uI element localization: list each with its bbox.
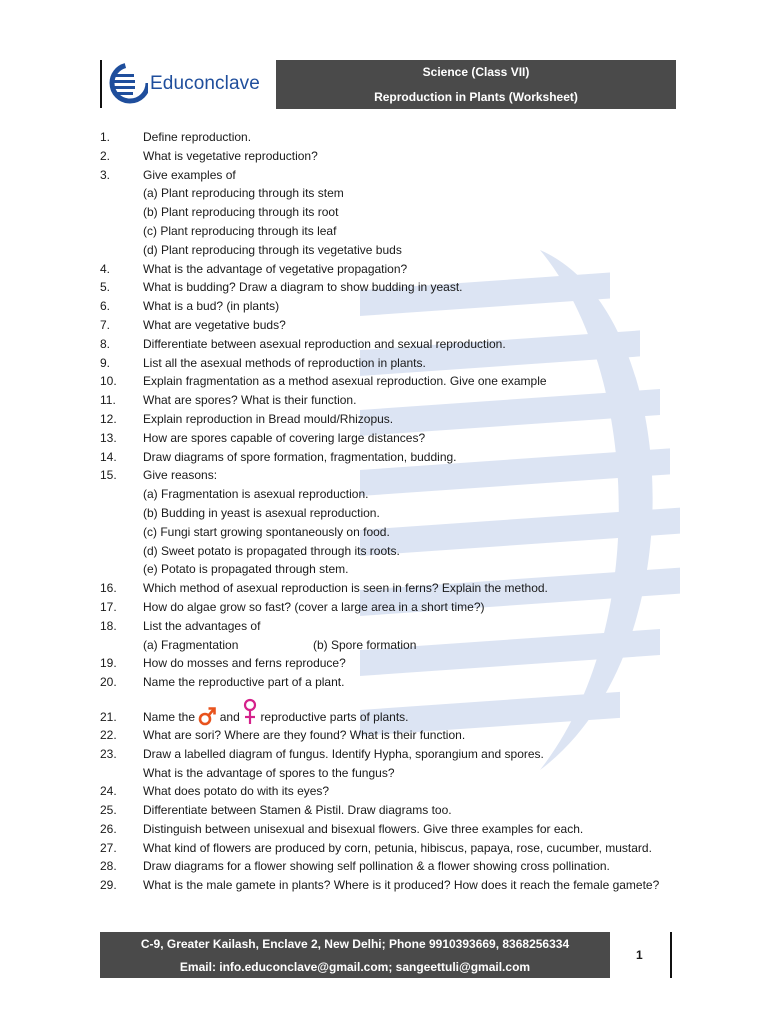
q-text: What is a bud? (in plants) xyxy=(143,299,280,314)
q-text: Define reproduction. xyxy=(143,130,252,144)
question-18 xyxy=(100,617,680,636)
question-29 xyxy=(100,876,680,895)
question-2 xyxy=(100,147,680,166)
q-number: 18. xyxy=(100,618,117,633)
q-text: (b) Budding in yeast is asexual reproduction. xyxy=(143,505,380,520)
q-number: 5. xyxy=(100,280,111,295)
q-number xyxy=(100,241,143,260)
q-text: Draw diagrams of spore formation, fragmentation, budding. xyxy=(143,449,457,464)
q-number: 20. xyxy=(100,675,117,690)
q-text: What is the advantage of spores to the fungus? xyxy=(143,765,395,780)
question-25 xyxy=(100,801,680,820)
q-text: (e) Potato is propagated through stem. xyxy=(143,562,349,577)
q-text: What is vegetative reproduction? xyxy=(143,148,318,163)
q-text-secondary: (b) Spore formation xyxy=(313,637,417,652)
question-14 xyxy=(100,448,680,467)
q-number: 11. xyxy=(100,393,116,408)
q-text: What is the advantage of vegetative propagation? xyxy=(143,261,408,276)
footer-contact-box xyxy=(100,932,610,978)
q-number: 23. xyxy=(100,746,117,761)
footer-divider xyxy=(670,932,672,978)
q-text: (c) Fungi start growing spontaneously on food. xyxy=(143,524,390,539)
question-3a xyxy=(100,184,680,203)
question-20 xyxy=(100,673,680,692)
question-19 xyxy=(100,654,680,673)
q-number xyxy=(100,504,143,523)
q-number: 14. xyxy=(100,449,117,464)
q-number xyxy=(100,485,143,504)
q-number: 17. xyxy=(100,599,117,614)
question-17 xyxy=(100,598,680,617)
q-text: Differentiate between asexual reproduction and sexual reproduction. xyxy=(143,336,506,351)
q-text: (c) Plant reproducing through its leaf xyxy=(143,223,337,238)
question-9 xyxy=(100,354,680,373)
q-number xyxy=(100,203,143,222)
q-text: Explain fragmentation as a method asexual reproduction. Give one example xyxy=(143,374,547,389)
question-13 xyxy=(100,429,680,448)
question-10 xyxy=(100,372,680,391)
q-text: What is the male gamete in plants? Where is it produced? How does it reach the female gamete? xyxy=(143,878,660,893)
q-number: 2. xyxy=(100,148,111,163)
page-number: 1 xyxy=(636,948,643,962)
q-number: 22. xyxy=(100,727,117,742)
q-number: 29. xyxy=(100,878,117,893)
q-number: 8. xyxy=(100,336,111,351)
question-8 xyxy=(100,335,680,354)
brand-name: Educonclave xyxy=(150,73,260,94)
q-text: How are spores capable of covering large distances? xyxy=(143,430,426,445)
q-text: Differentiate between Stamen & Pistil. Draw diagrams too. xyxy=(143,803,452,818)
question-4 xyxy=(100,260,680,279)
question-15a xyxy=(100,485,680,504)
question-15c xyxy=(100,523,680,542)
q-number: 15. xyxy=(100,468,117,483)
question-16 xyxy=(100,579,680,598)
q-number: 26. xyxy=(100,821,117,836)
q-text: List all the asexual methods of reproduction in plants. xyxy=(143,355,426,370)
q-number xyxy=(100,636,143,655)
q-text: Name the reproductive part of a plant. xyxy=(143,675,345,690)
q-number: 21. xyxy=(100,709,117,724)
footer-address: C-9, Greater Kailash, Enclave 2, New Delhi; Phone 9910393669, 8368256334 xyxy=(140,936,570,951)
header-divider xyxy=(100,60,102,108)
educonclave-logo-icon xyxy=(108,62,148,104)
question-26 xyxy=(100,820,680,839)
question-3b xyxy=(100,203,680,222)
q-number: 1. xyxy=(100,130,111,144)
q-text: Give examples of xyxy=(143,167,236,182)
q-number: 19. xyxy=(100,656,117,671)
q-text: Draw diagrams for a flower showing self pollination & a flower showing cross pollination. xyxy=(143,859,610,874)
q-text-connector: and xyxy=(219,709,240,724)
question-15 xyxy=(100,466,680,485)
question-21 xyxy=(100,692,680,726)
q-text: Distinguish between unisexual and bisexual flowers. Give three examples for each. xyxy=(143,821,584,836)
q-number: 4. xyxy=(100,261,111,276)
q-text: Give reasons: xyxy=(143,468,218,483)
question-27 xyxy=(100,839,680,858)
q-number: 13. xyxy=(100,430,117,445)
q-number: 28. xyxy=(100,859,117,874)
q-number: 6. xyxy=(100,299,111,314)
question-3c xyxy=(100,222,680,241)
question-list xyxy=(100,128,680,895)
question-11 xyxy=(100,391,680,410)
q-number: 12. xyxy=(100,411,117,426)
q-number: 3. xyxy=(100,167,111,182)
q-text: (d) Sweet potato is propagated through its roots. xyxy=(143,543,400,558)
question-1 xyxy=(100,128,680,147)
q-text: What are vegetative buds? xyxy=(143,317,286,332)
question-22 xyxy=(100,726,680,745)
worksheet-title: Reproduction in Plants (Worksheet) xyxy=(374,89,578,104)
q-number: 16. xyxy=(100,581,117,596)
q-text: (a) Fragmentation xyxy=(143,637,239,652)
question-15e xyxy=(100,560,680,579)
q-number: 10. xyxy=(100,374,117,389)
q-number xyxy=(100,560,143,579)
question-28 xyxy=(100,857,680,876)
question-23 xyxy=(100,745,680,764)
q-number xyxy=(100,542,143,561)
question-15b xyxy=(100,504,680,523)
q-number xyxy=(100,523,143,542)
q-text: What are sori? Where are they found? What is their function. xyxy=(143,727,466,742)
q-number xyxy=(100,184,143,203)
q-text: What are spores? What is their function. xyxy=(143,393,357,408)
footer-email: Email: info.educonclave@gmail.com; sangeettuli@gmail.com xyxy=(179,959,531,974)
q-text: Which method of asexual reproduction is seen in ferns? Explain the method. xyxy=(143,581,548,596)
q-text: What is budding? Draw a diagram to show budding in yeast. xyxy=(143,280,463,295)
question-12 xyxy=(100,410,680,429)
question-3d xyxy=(100,241,680,260)
question-23-cont xyxy=(100,764,680,783)
question-18ab xyxy=(100,636,680,655)
q-text: Draw a labelled diagram of fungus. Identify Hypha, sporangium and spores. xyxy=(143,746,544,761)
q-text-tail: reproductive parts of plants. xyxy=(260,709,409,724)
subject-title: Science (Class VII) xyxy=(422,65,530,80)
q-text: (a) Fragmentation is asexual reproduction. xyxy=(143,487,369,502)
q-number xyxy=(100,764,143,783)
q-text: (a) Plant reproducing through its stem xyxy=(143,186,344,201)
question-7 xyxy=(100,316,680,335)
question-15d xyxy=(100,542,680,561)
worksheet-title-box xyxy=(276,60,676,109)
male-symbol-icon xyxy=(198,706,216,726)
q-number: 25. xyxy=(100,803,117,818)
q-text: What kind of flowers are produced by corn, petunia, hibiscus, papaya, rose, cucumber, mustard. xyxy=(143,840,652,855)
q-text: Name the xyxy=(143,709,196,724)
q-text: List the advantages of xyxy=(143,618,261,633)
q-text: What does potato do with its eyes? xyxy=(143,784,330,799)
q-text: (d) Plant reproducing through its vegetative buds xyxy=(143,242,402,257)
q-number: 7. xyxy=(100,317,111,332)
q-text: How do mosses and ferns reproduce? xyxy=(143,656,346,671)
question-5 xyxy=(100,278,680,297)
q-text: How do algae grow so fast? (cover a large area in a short time?) xyxy=(143,599,485,614)
female-symbol-icon xyxy=(243,698,257,726)
q-number: 24. xyxy=(100,784,117,799)
q-text: Explain reproduction in Bread mould/Rhizopus. xyxy=(143,411,394,426)
question-24 xyxy=(100,782,680,801)
q-number: 27. xyxy=(100,840,117,855)
question-6 xyxy=(100,297,680,316)
q-text: (b) Plant reproducing through its root xyxy=(143,205,339,220)
q-number xyxy=(100,222,143,241)
question-3 xyxy=(100,166,680,185)
q-number: 9. xyxy=(100,355,111,370)
